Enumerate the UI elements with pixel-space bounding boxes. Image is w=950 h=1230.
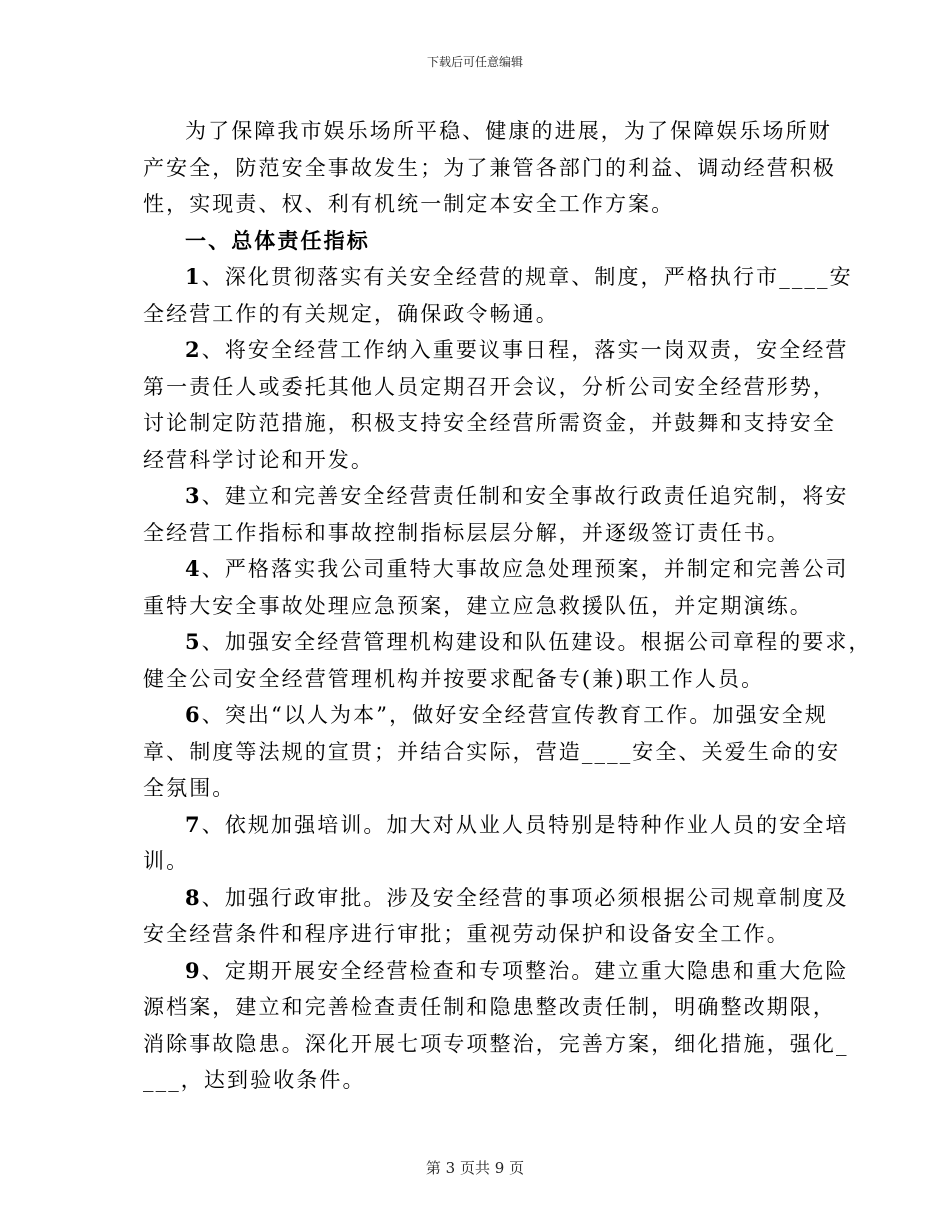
paragraph-line: [143, 186, 823, 223]
paragraph-line: [143, 442, 823, 479]
line-text: 、建立和完善安全经营责任制和安全事故行政责任追究制，将安: [201, 484, 849, 508]
document-body: [143, 113, 872, 1099]
line-text: 消除事故隐患。深化开展七项专项整治，完善方案，细化措施，强化_: [143, 1031, 849, 1056]
paragraph-line: [143, 953, 849, 990]
line-text: 、突出“以人为本”，做好安全经营宣传教育工作。加强安全规: [201, 703, 828, 727]
paragraph-line: [143, 734, 841, 771]
line-text: 为了保障我市娱乐场所平稳、健康的进展，为了保障娱乐场所财: [185, 119, 832, 143]
paragraph-line: [143, 843, 823, 880]
line-text: 讨论制定防范措施，积极支持安全经营所需资金，并鼓舞和支持安全: [143, 411, 836, 435]
paragraph-line: [143, 369, 836, 406]
item-number: 6: [185, 702, 202, 727]
paragraph-line: [143, 661, 823, 698]
line-text: 经营科学讨论和开发。: [143, 447, 374, 472]
paragraph-line: [143, 405, 836, 442]
paragraph-line: [143, 113, 832, 150]
paragraph-line: [143, 588, 823, 625]
item-number: 8: [185, 884, 202, 910]
item-number: 7: [185, 811, 202, 837]
paragraph-line: [143, 624, 872, 661]
page-number: 第 3 页共 9 页: [425, 1159, 525, 1177]
line-text: 、将安全经营工作纳入重要议事日程，落实一岗双责，安全经营: [201, 338, 849, 362]
line-text: 全氛围。: [143, 776, 236, 800]
line-text: 、加强安全经营管理机构建设和队伍建设。根据公司章程的要求，: [201, 630, 872, 654]
paragraph-line: [143, 515, 823, 552]
paragraph-line: [143, 551, 849, 588]
line-text: 全经营工作指标和事故控制指标层层分解，并逐级签订责任书。: [143, 520, 790, 545]
line-text: 健全公司安全经营管理机构并按要求配备专(兼)职工作人员。: [143, 666, 765, 691]
paragraph-line: [143, 989, 836, 1026]
paragraph-line: [143, 259, 853, 296]
line-text: 训。: [143, 849, 190, 873]
line-text: 产安全，防范安全事故发生；为了兼管各部门的利益、调动经营积极: [143, 155, 836, 180]
line-text: 安全经营条件和程序进行审批；重视劳动保护和设备安全工作。: [143, 922, 790, 946]
paragraph-line: [143, 296, 823, 333]
paragraph-line: [143, 807, 849, 844]
line-text: 章、制度等法规的宣贯；并结合实际，营造____安全、关爱生命的安: [143, 739, 841, 764]
paragraph-line: [143, 880, 849, 917]
line-text: ___，达到验收条件。: [143, 1068, 366, 1092]
section-heading: [143, 223, 823, 260]
item-number: 5: [185, 629, 202, 654]
page-header: 下载后可任意编辑: [426, 55, 523, 69]
paragraph-line: [143, 697, 828, 734]
line-text: 、依规加强培训。加大对从业人员特别是特种作业人员的安全培: [201, 812, 849, 837]
paragraph-line: [143, 478, 849, 515]
line-text: 、深化贯彻落实有关安全经营的规章、制度，严格执行市____安: [201, 265, 853, 289]
item-number: 1: [185, 264, 202, 289]
line-text: 全经营工作的有关规定，确保政令畅通。: [143, 301, 559, 326]
line-text: 性，实现责、权、利有机统一制定本安全工作方案。: [143, 192, 675, 216]
item-number: 9: [185, 957, 202, 983]
item-number: 4: [185, 556, 202, 581]
line-text: 、加强行政审批。涉及安全经营的事项必须根据公司规章制度及: [201, 885, 849, 910]
line-text: 重特大安全事故处理应急预案，建立应急救援队伍，并定期演练。: [143, 593, 813, 618]
paragraph-line: [143, 770, 823, 807]
line-text: 、定期开展安全经营检查和专项整治。建立重大隐患和重大危险: [201, 958, 849, 983]
paragraph-line: [143, 150, 836, 187]
paragraph-line: [143, 1026, 849, 1063]
paragraph-line: [143, 916, 823, 953]
item-number: 3: [185, 483, 202, 508]
line-text: 一、总体责任指标: [185, 227, 370, 253]
line-text: 、严格落实我公司重特大事故应急处理预案，并制定和完善公司: [201, 557, 849, 581]
paragraph-line: [143, 332, 849, 369]
item-number: 2: [185, 337, 202, 362]
line-text: 第一责任人或委托其他人员定期召开会议，分析公司安全经营形势，: [143, 374, 836, 399]
line-text: 源档案，建立和完善检查责任制和隐患整改责任制，明确整改期限，: [143, 995, 836, 1019]
paragraph-line: [143, 1062, 823, 1099]
